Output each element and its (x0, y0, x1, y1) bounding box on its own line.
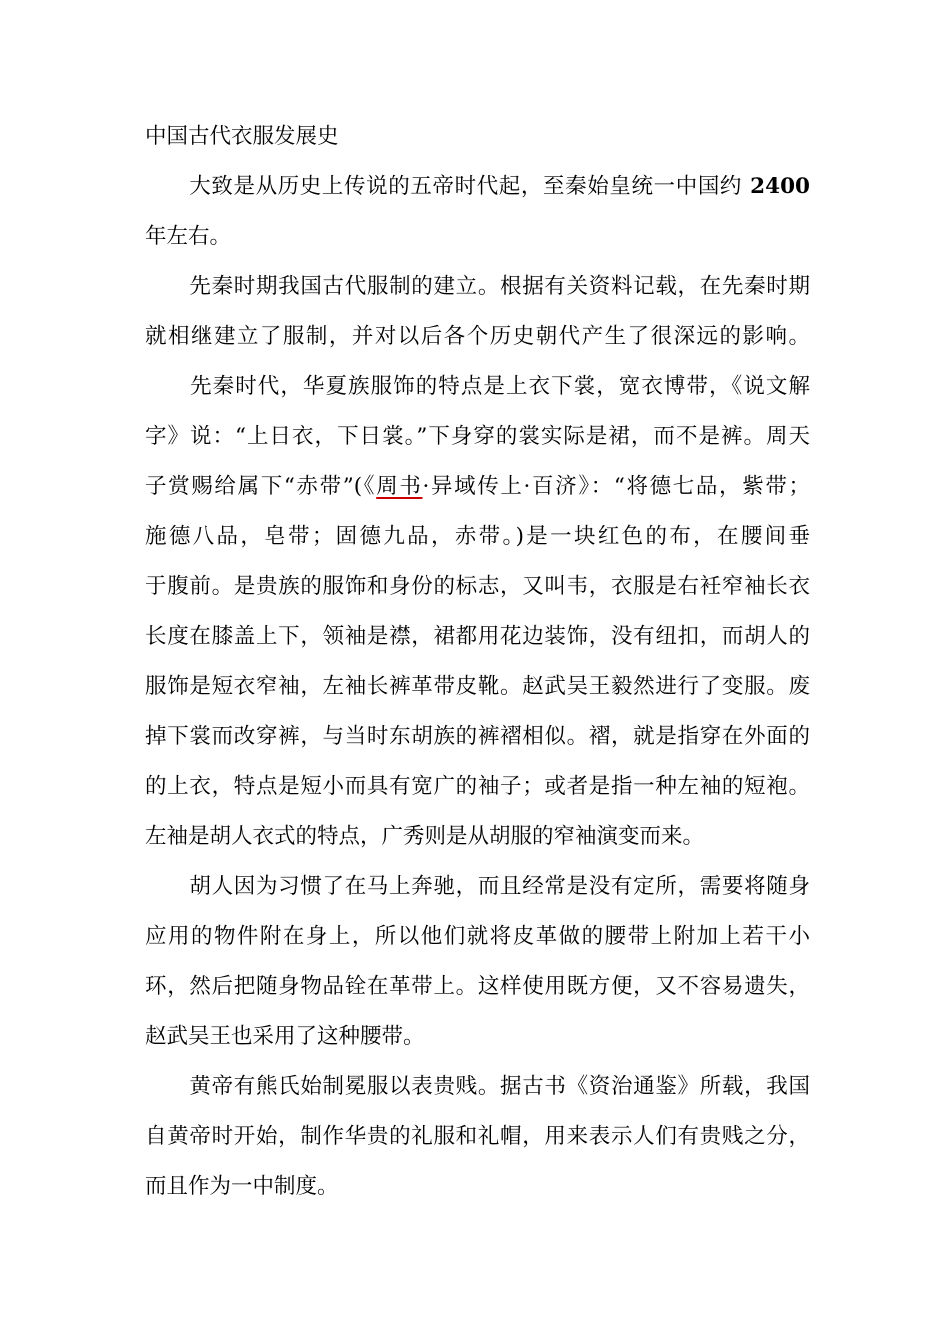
paragraph-1-text: 大致是从历史上传说的五帝时代起，至秦始皇统一中国约 (145, 174, 743, 199)
paragraph-3-line-10: 左袖是胡人衣式的特点，广秀则是从胡服的窄袖演变而来。 (145, 824, 705, 849)
paragraph-4-line-2: 应用的物件附在身上，所以他们就将皮革做的腰带上附加上若干小 (145, 924, 810, 949)
paragraph-3-line-3-start: 子赏赐给属下“赤带”(《 (145, 474, 377, 499)
paragraph-3-line-5: 于腹前。是贵族的服饰和身份的标志，又叫韦，衣服是右衽窄袖长衣 (145, 574, 810, 599)
paragraph-5-line-3: 而且作为一中制度。 (145, 1174, 339, 1199)
year-count: 2400 (742, 174, 810, 199)
paragraph-1-line-2: 年左右。 (145, 224, 232, 249)
paragraph-5-line-2: 自黄帝时开始，制作华贵的礼服和礼帽，用来表示人们有贵贱之分， (145, 1124, 810, 1149)
paragraph-3-line-3 (145, 462, 810, 512)
paragraph-3-line-9: 的上衣，特点是短小而具有宽广的袖子；或者是指一种左袖的短袍。 (145, 774, 810, 799)
paragraph-3-line-7: 服饰是短衣窄袖，左袖长裤革带皮靴。赵武吴王毅然进行了变服。废 (145, 674, 810, 699)
document-title: 中国古代衣服发展史 (145, 124, 339, 149)
paragraph-2-line-1: 先秦时期我国古代服制的建立。根据有关资料记载，在先秦时期 (145, 274, 810, 299)
paragraph-2-line-2: 就相继建立了服制，并对以后各个历史朝代产生了很深远的影响。 (145, 324, 810, 349)
paragraph-4-line-3: 环，然后把随身物品铨在革带上。这样使用既方便，又不容易遗失， (145, 974, 810, 999)
misspelled-word[interactable]: 周书 (376, 474, 423, 499)
paragraph-3-line-6: 长度在膝盖上下，领袖是襟，裙都用花边装饰，没有纽扣，而胡人的 (145, 624, 810, 649)
paragraph-4-line-1: 胡人因为习惯了在马上奔驰，而且经常是没有定所，需要将随身 (145, 874, 810, 899)
paragraph-4-line-4: 赵武吴王也采用了这种腰带。 (145, 1024, 425, 1049)
paragraph-5-line-1: 黄帝有熊氏始制冕服以表贵贱。据古书《资治通鉴》所载，我国 (145, 1074, 810, 1099)
paragraph-3-line-1: 先秦时代，华夏族服饰的特点是上衣下裳，宽衣博带，《说文解 (145, 374, 810, 399)
paragraph-3-line-3-end: ·异域传上·百济》：“将德七品，紫带； (422, 474, 810, 499)
paragraph-3-line-4: 施德八品，皂带；固德九品，赤带。)是一块红色的布，在腰间垂 (145, 524, 810, 549)
paragraph-3-line-2: 字》说：“上日衣，下日裳。”下身穿的裳实际是裙，而不是裤。周天 (145, 424, 810, 449)
paragraph-3-line-8: 掉下裳而改穿裤，与当时东胡族的裤褶相似。褶，就是指穿在外面的 (145, 724, 810, 749)
paragraph-1-line-1 (145, 162, 810, 212)
